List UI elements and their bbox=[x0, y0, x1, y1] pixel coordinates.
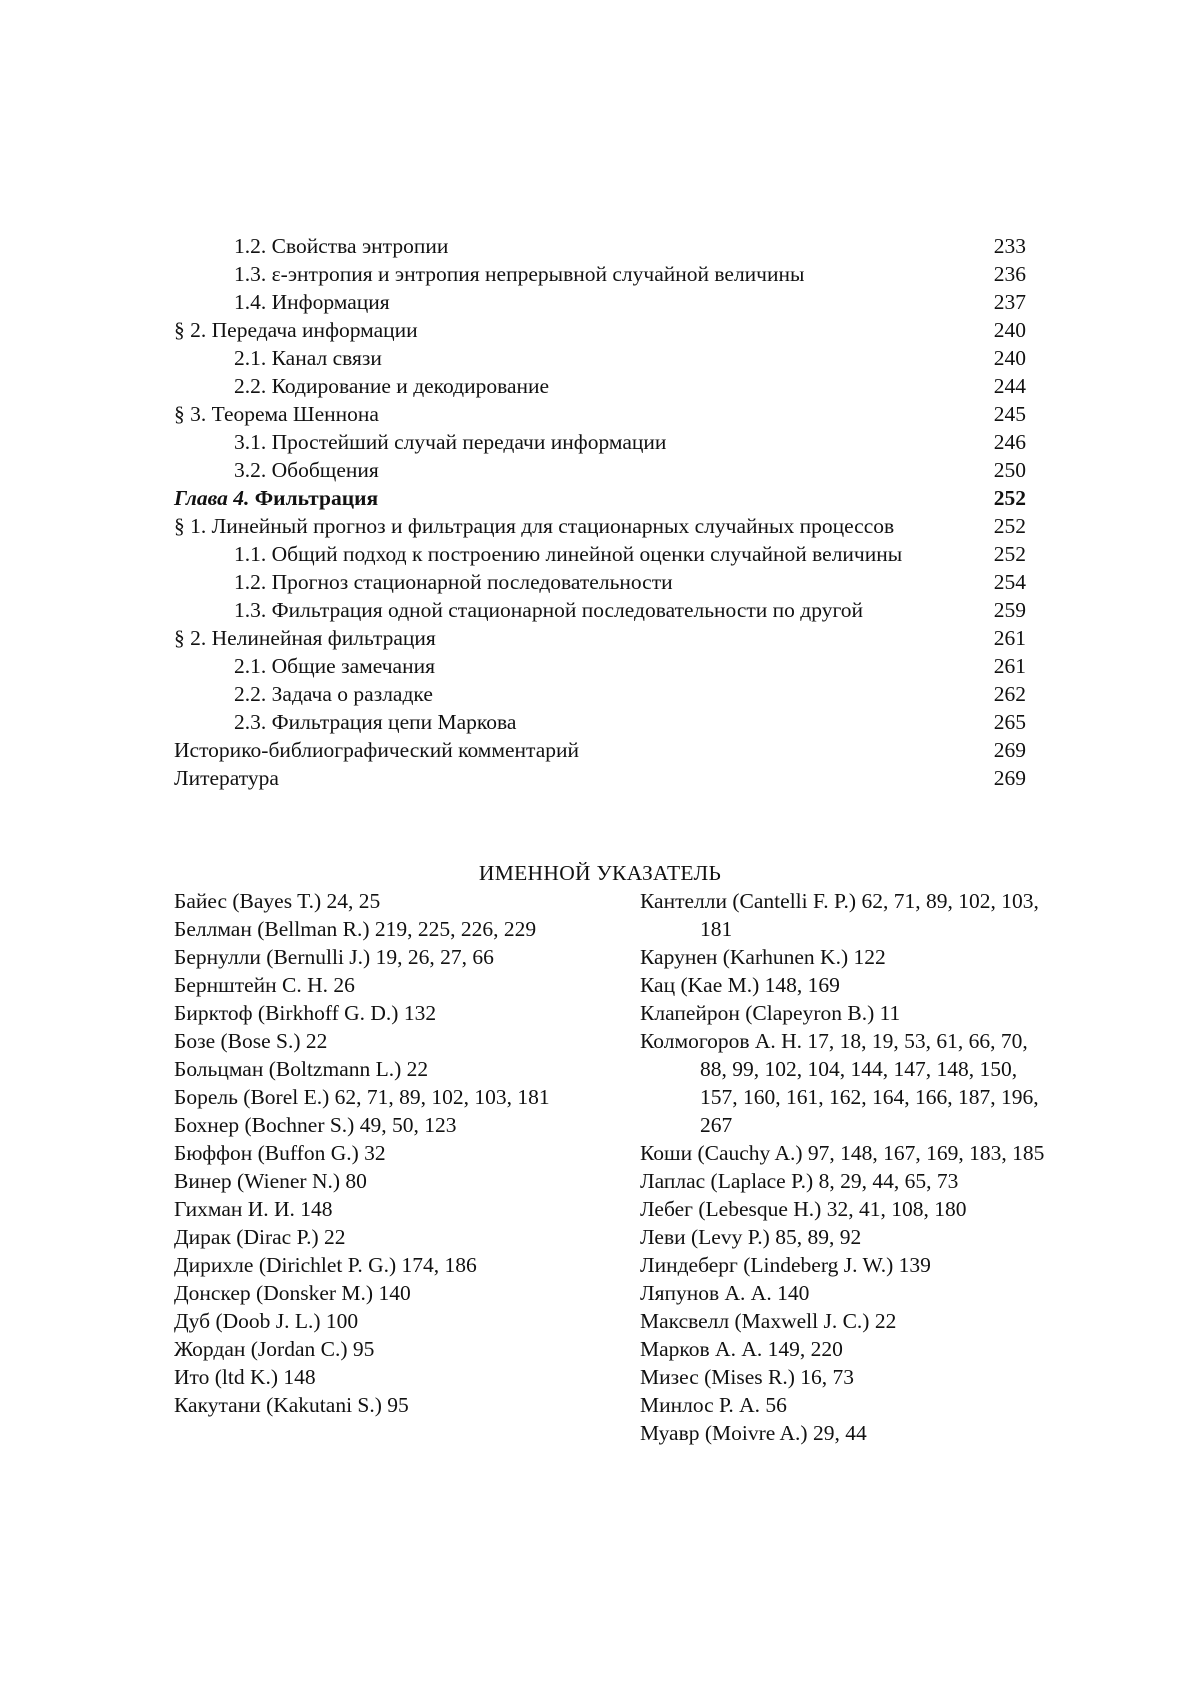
name-index-heading: ИМЕННОЙ УКАЗАТЕЛЬ bbox=[478, 861, 722, 885]
index-entry: Марков А. А. 149, 220 bbox=[640, 1337, 843, 1361]
chapter-label: Глава 4. bbox=[174, 486, 250, 510]
toc-entry-page: 237 bbox=[993, 290, 1026, 314]
index-entry: Винер (Wiener N.) 80 bbox=[174, 1169, 367, 1193]
toc-entry-page: 261 bbox=[993, 626, 1026, 650]
toc-entry-page: 252 bbox=[993, 486, 1026, 510]
index-entry: Кантелли (Cantelli F. P.) 62, 71, 89, 102, 103, 181 bbox=[640, 889, 1039, 941]
toc-entry-title: 1.1. Общий подход к построению линейной оценки случайной величины bbox=[234, 542, 903, 566]
index-entry: Бернштейн С. Н. 26 bbox=[174, 973, 355, 997]
index-entry: Бохнер (Bochner S.) 49, 50, 123 bbox=[174, 1113, 457, 1137]
index-entry: Ито (ltd K.) 148 bbox=[174, 1365, 316, 1389]
index-entry: Колмогоров А. Н. 17, 18, 19, 53, 61, 66, 70, 88, 99, 102, 104, 144, 147, 148, 150, 157, 160, 161, 162, 164, 166, 187, 196, 267 bbox=[640, 1029, 1039, 1137]
index-entry: Коши (Cauchy A.) 97, 148, 167, 169, 183, 185 bbox=[640, 1141, 1045, 1165]
toc-entry-page: 240 bbox=[993, 318, 1026, 342]
toc-entry bbox=[174, 260, 1026, 288]
index-entry: Бюффон (Buffon G.) 32 bbox=[174, 1141, 386, 1165]
toc-entry bbox=[174, 288, 1026, 316]
index-entry: Максвелл (Maxwell J. C.) 22 bbox=[640, 1309, 897, 1333]
toc-entry-title: 3.1. Простейший случай передачи информации bbox=[234, 430, 667, 454]
toc-entry-page: 252 bbox=[993, 514, 1026, 538]
index-entry: Жордан (Jordan C.) 95 bbox=[174, 1337, 375, 1361]
toc-chapter-heading bbox=[174, 484, 1026, 512]
index-entry: Гихман И. И. 148 bbox=[174, 1197, 333, 1221]
index-entry: Дирак (Dirac P.) 22 bbox=[174, 1225, 346, 1249]
toc-entry-page: 250 bbox=[993, 458, 1026, 482]
toc-entry bbox=[174, 540, 1026, 568]
toc-entry-title: 3.2. Обобщения bbox=[234, 458, 379, 482]
index-entry: Ляпунов А. А. 140 bbox=[640, 1281, 810, 1305]
toc-entry-page: 236 bbox=[993, 262, 1026, 286]
toc-entry-title: 2.1. Канал связи bbox=[234, 346, 382, 370]
toc-entry bbox=[174, 736, 1026, 764]
index-entry: Лебег (Lebesque H.) 32, 41, 108, 180 bbox=[640, 1197, 967, 1221]
toc-entry-page: 265 bbox=[993, 710, 1026, 734]
toc-entry bbox=[174, 652, 1026, 680]
index-entry: Кац (Kae M.) 148, 169 bbox=[640, 973, 840, 997]
toc-entry-page: 269 bbox=[993, 766, 1026, 790]
toc-entry-title: 1.2. Свойства энтропии bbox=[234, 234, 449, 258]
toc-entry bbox=[174, 232, 1026, 260]
toc-entry-page: 246 bbox=[993, 430, 1026, 454]
toc-entry-page: 262 bbox=[993, 682, 1026, 706]
toc-entry-page: 261 bbox=[993, 654, 1026, 678]
toc-entry bbox=[174, 708, 1026, 736]
index-entry: Борель (Borel E.) 62, 71, 89, 102, 103, 181 bbox=[174, 1085, 550, 1109]
index-entry: Лаплас (Laplace P.) 8, 29, 44, 65, 73 bbox=[640, 1169, 959, 1193]
name-index-right-column bbox=[640, 887, 1060, 1447]
toc-entry-title: Литература bbox=[174, 766, 279, 790]
toc-entry-title: Историко-библиографический комментарий bbox=[174, 738, 580, 762]
toc-entry bbox=[174, 456, 1026, 484]
toc-entry bbox=[174, 764, 1026, 792]
toc-entry bbox=[174, 512, 1026, 540]
toc-entry bbox=[174, 568, 1026, 596]
index-entry: Какутани (Kakutani S.) 95 bbox=[174, 1393, 409, 1417]
toc-chapter-title bbox=[174, 484, 986, 512]
toc-entry bbox=[174, 624, 1026, 652]
index-entry: Байес (Bayes T.) 24, 25 bbox=[174, 889, 381, 913]
toc-entry-title: 1.2. Прогноз стационарной последовательности bbox=[234, 570, 673, 594]
toc-entry-page: 252 bbox=[993, 542, 1026, 566]
toc-entry-page: 269 bbox=[993, 738, 1026, 762]
toc-entry-title: § 1. Линейный прогноз и фильтрация для стационарных случайных процессов bbox=[174, 514, 895, 538]
table-of-contents bbox=[174, 232, 1026, 792]
name-index-left-column bbox=[174, 887, 604, 1419]
index-entry: Минлос Р. А. 56 bbox=[640, 1393, 787, 1417]
toc-entry-page: 244 bbox=[993, 374, 1026, 398]
index-entry: Больцман (Boltzmann L.) 22 bbox=[174, 1057, 429, 1081]
toc-entry-page: 245 bbox=[993, 402, 1026, 426]
toc-entry bbox=[174, 372, 1026, 400]
index-entry: Бернулли (Bernulli J.) 19, 26, 27, 66 bbox=[174, 945, 494, 969]
index-entry: Линдеберг (Lindeberg J. W.) 139 bbox=[640, 1253, 931, 1277]
toc-entry-page: 233 bbox=[993, 234, 1026, 258]
toc-entry-title: 1.4. Информация bbox=[234, 290, 390, 314]
toc-entry-title: § 2. Передача информации bbox=[174, 318, 418, 342]
index-entry: Клапейрон (Clapeyron B.) 11 bbox=[640, 1001, 901, 1025]
toc-entry-title: § 3. Теорема Шеннона bbox=[174, 402, 379, 426]
toc-entry bbox=[174, 428, 1026, 456]
toc-entry-title: 1.3. Фильтрация одной стационарной последовательности по другой bbox=[234, 598, 863, 622]
toc-entry bbox=[174, 344, 1026, 372]
toc-entry-title: 1.3. ε-энтропия и энтропия непрерывной случайной величины bbox=[234, 262, 805, 286]
toc-entry-title: 2.2. Задача о разладке bbox=[234, 682, 433, 706]
toc-entry-title: 2.2. Кодирование и декодирование bbox=[234, 374, 550, 398]
index-entry: Дуб (Doob J. L.) 100 bbox=[174, 1309, 359, 1333]
toc-entry bbox=[174, 596, 1026, 624]
index-entry: Бирктоф (Birkhoff G. D.) 132 bbox=[174, 1001, 437, 1025]
toc-entry-page: 254 bbox=[993, 570, 1026, 594]
toc-entry bbox=[174, 680, 1026, 708]
toc-entry bbox=[174, 316, 1026, 344]
index-entry: Леви (Levy P.) 85, 89, 92 bbox=[640, 1225, 862, 1249]
index-entry: Дирихле (Dirichlet P. G.) 174, 186 bbox=[174, 1253, 477, 1277]
index-entry: Муавр (Moivre A.) 29, 44 bbox=[640, 1421, 867, 1445]
toc-entry-page: 240 bbox=[993, 346, 1026, 370]
index-entry: Карунен (Karhunen K.) 122 bbox=[640, 945, 886, 969]
toc-entry-title: 2.1. Общие замечания bbox=[234, 654, 435, 678]
index-entry: Бозе (Bose S.) 22 bbox=[174, 1029, 328, 1053]
index-entry: Донскер (Donsker M.) 140 bbox=[174, 1281, 411, 1305]
toc-entry bbox=[174, 400, 1026, 428]
index-entry: Мизес (Mises R.) 16, 73 bbox=[640, 1365, 855, 1389]
toc-entry-title: 2.3. Фильтрация цепи Маркова bbox=[234, 710, 517, 734]
index-entry: Беллман (Bellman R.) 219, 225, 226, 229 bbox=[174, 917, 537, 941]
chapter-name: Фильтрация bbox=[254, 486, 379, 510]
toc-entry-title: § 2. Нелинейная фильтрация bbox=[174, 626, 436, 650]
toc-entry-page: 259 bbox=[993, 598, 1026, 622]
